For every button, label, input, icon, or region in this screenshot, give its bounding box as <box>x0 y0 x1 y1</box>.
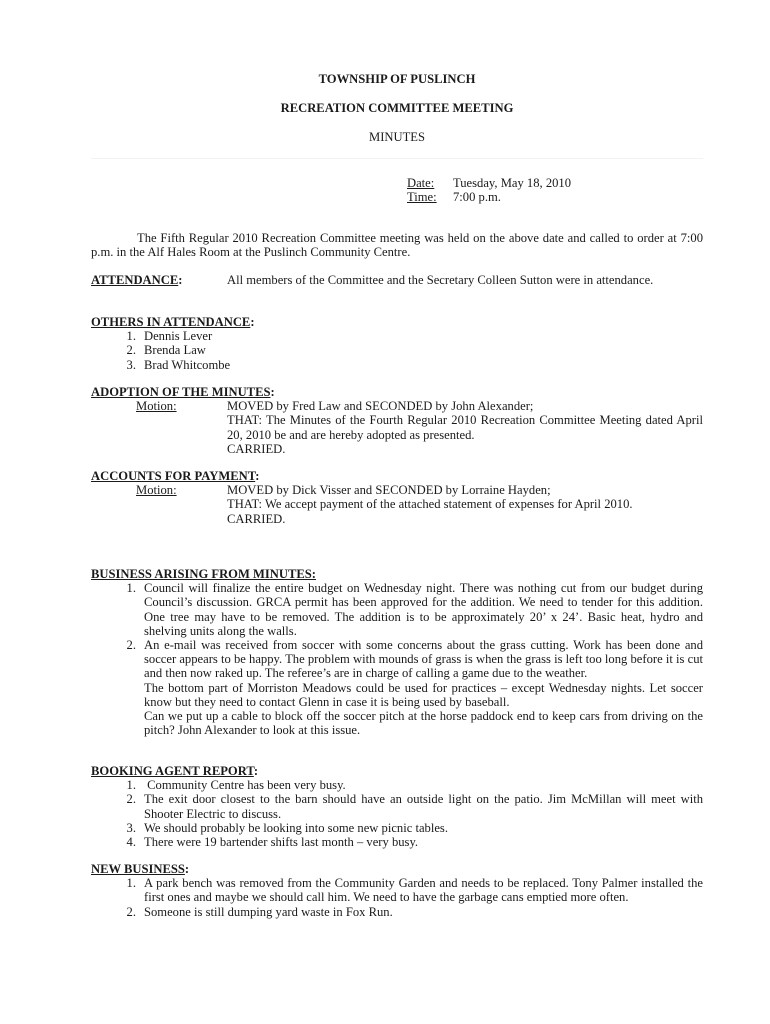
list-number: 1. <box>126 778 136 793</box>
list-text: Can we put up a cable to block off the soccer pitch at the horse paddock end to keep cars from driving on the pitch? John Alexander to look at this issue. <box>144 709 703 738</box>
meeting-date-time <box>407 176 571 204</box>
list-item <box>91 835 703 849</box>
document-subtitle: RECREATION COMMITTEE MEETING <box>280 101 514 115</box>
list-text: The exit door closest to the barn should have an outside light on the patio. Jim McMillan will meet with Shooter Electric to discuss. <box>144 792 703 821</box>
adoption-section <box>91 385 703 456</box>
list-text: A park bench was removed from the Community Garden and needs to be replaced. Tony Palmer installed the first ones and maybe we should call him. We need to have the garbage cans emptied more often. <box>144 876 703 905</box>
motion-label: Motion: <box>136 399 177 414</box>
booking-section <box>91 764 703 849</box>
new-business-list <box>91 876 703 919</box>
list-text: An e-mail was received from soccer with some concerns about the grass cutting. Work has been done and soccer appears to be happy. The problem with mounds of grass is when the grass is left too long before it is cut and then now raked up. The referee’s are in charge of calling a game due to the weather. <box>144 638 703 681</box>
attendance-colon: : <box>178 273 183 287</box>
list-item <box>91 638 703 737</box>
list-text: Someone is still dumping yard waste in Fox Run. <box>144 904 393 919</box>
list-item <box>91 581 703 638</box>
list-number: 1. <box>126 876 136 891</box>
list-text: Brad Whitcombe <box>144 357 231 372</box>
accounts-heading: ACCOUNTS FOR PAYMENT <box>91 469 256 483</box>
attendance-text: All members of the Committee and the Secretary Colleen Sutton were in attendance. <box>227 273 654 287</box>
document-title: TOWNSHIP OF PUSLINCH <box>318 72 476 86</box>
list-text: The bottom part of Morriston Meadows could be used for practices – except Wednesday nights. Let soccer know but they need to contact Glenn in case it is being used by baseball. <box>144 680 703 709</box>
list-number: 1. <box>126 329 136 344</box>
others-section <box>91 315 703 372</box>
list-number: 2. <box>126 792 136 807</box>
adoption-heading: ADOPTION OF THE MINUTES <box>91 385 271 399</box>
document-type: MINUTES <box>369 130 425 144</box>
motion-line: CARRIED. <box>227 441 286 456</box>
business-arising-section <box>91 567 703 737</box>
motion-line: MOVED by Fred Law and SECONDED by John Alexander; <box>227 399 534 414</box>
list-item <box>91 343 703 357</box>
others-list <box>91 329 703 372</box>
booking-colon: : <box>253 764 259 778</box>
new-business-heading: NEW BUSINESS <box>91 862 185 876</box>
business-arising-heading: BUSINESS ARISING FROM MINUTES: <box>91 567 316 581</box>
list-item <box>91 821 703 835</box>
accounts-section <box>91 469 703 526</box>
others-colon: : <box>250 315 255 329</box>
list-number: 3. <box>126 820 136 835</box>
list-number: 3. <box>126 357 136 372</box>
divider <box>91 158 703 159</box>
business-arising-list <box>91 581 703 737</box>
attendance-section <box>91 273 703 287</box>
list-text: Council will finalize the entire budget on Wednesday night. There was nothing cut from our budget during Council’s discussion. GRCA permit has been approved for the addition. We need to tender for this addition. One tree may have to be removed. The addition is to be approximately 20’ x 24’. Basic heat, hydro and shelving units along the walls. <box>144 581 703 638</box>
list-item <box>91 905 703 919</box>
others-heading: OTHERS IN ATTENDANCE <box>91 315 251 329</box>
time-label: Time: <box>407 190 437 205</box>
adoption-motion <box>91 399 703 456</box>
accounts-motion <box>91 483 703 526</box>
new-business-colon: : <box>184 862 190 876</box>
new-business-section <box>91 862 703 919</box>
motion-line: CARRIED. <box>227 511 286 526</box>
adoption-colon: : <box>270 385 275 399</box>
intro-paragraph: The Fifth Regular 2010 Recreation Committee meeting was held on the above date and called to order at 7:00 p.m. in the Alf Hales Room at the Puslinch Community Centre. <box>91 231 703 260</box>
attendance-heading: ATTENDANCE <box>91 273 179 287</box>
booking-heading: BOOKING AGENT REPORT <box>91 764 254 778</box>
list-item <box>91 792 703 820</box>
list-text: Dennis Lever <box>144 329 213 344</box>
motion-line: MOVED by Dick Visser and SECONDED by Lorraine Hayden; <box>227 483 551 498</box>
date-value: Tuesday, May 18, 2010 <box>453 176 572 190</box>
list-number: 2. <box>126 904 136 919</box>
list-item <box>91 358 703 372</box>
list-number: 2. <box>126 638 136 653</box>
list-text: Brenda Law <box>144 343 206 358</box>
motion-colon: : <box>173 483 177 498</box>
list-item <box>91 329 703 343</box>
motion-label: Motion <box>136 483 174 498</box>
list-item <box>91 876 703 904</box>
accounts-colon: : <box>255 469 260 483</box>
motion-line: THAT: We accept payment of the attached statement of expenses for April 2010. <box>227 497 633 512</box>
time-value: 7:00 p.m. <box>453 190 501 205</box>
list-number: 1. <box>126 581 136 596</box>
list-text: There were 19 bartender shifts last month – very busy. <box>144 835 419 850</box>
list-number: 4. <box>126 835 136 850</box>
list-number: 2. <box>126 343 136 358</box>
motion-line: THAT: The Minutes of the Fourth Regular 2010 Recreation Committee Meeting dated April 20, 2010 be and are hereby adopted as presented. <box>227 413 703 442</box>
list-text: We should probably be looking into some new picnic tables. <box>144 820 448 835</box>
date-label: Date: <box>407 176 435 190</box>
booking-list <box>91 778 703 849</box>
list-text: Community Centre has been very busy. <box>144 778 346 793</box>
list-item <box>91 778 703 792</box>
